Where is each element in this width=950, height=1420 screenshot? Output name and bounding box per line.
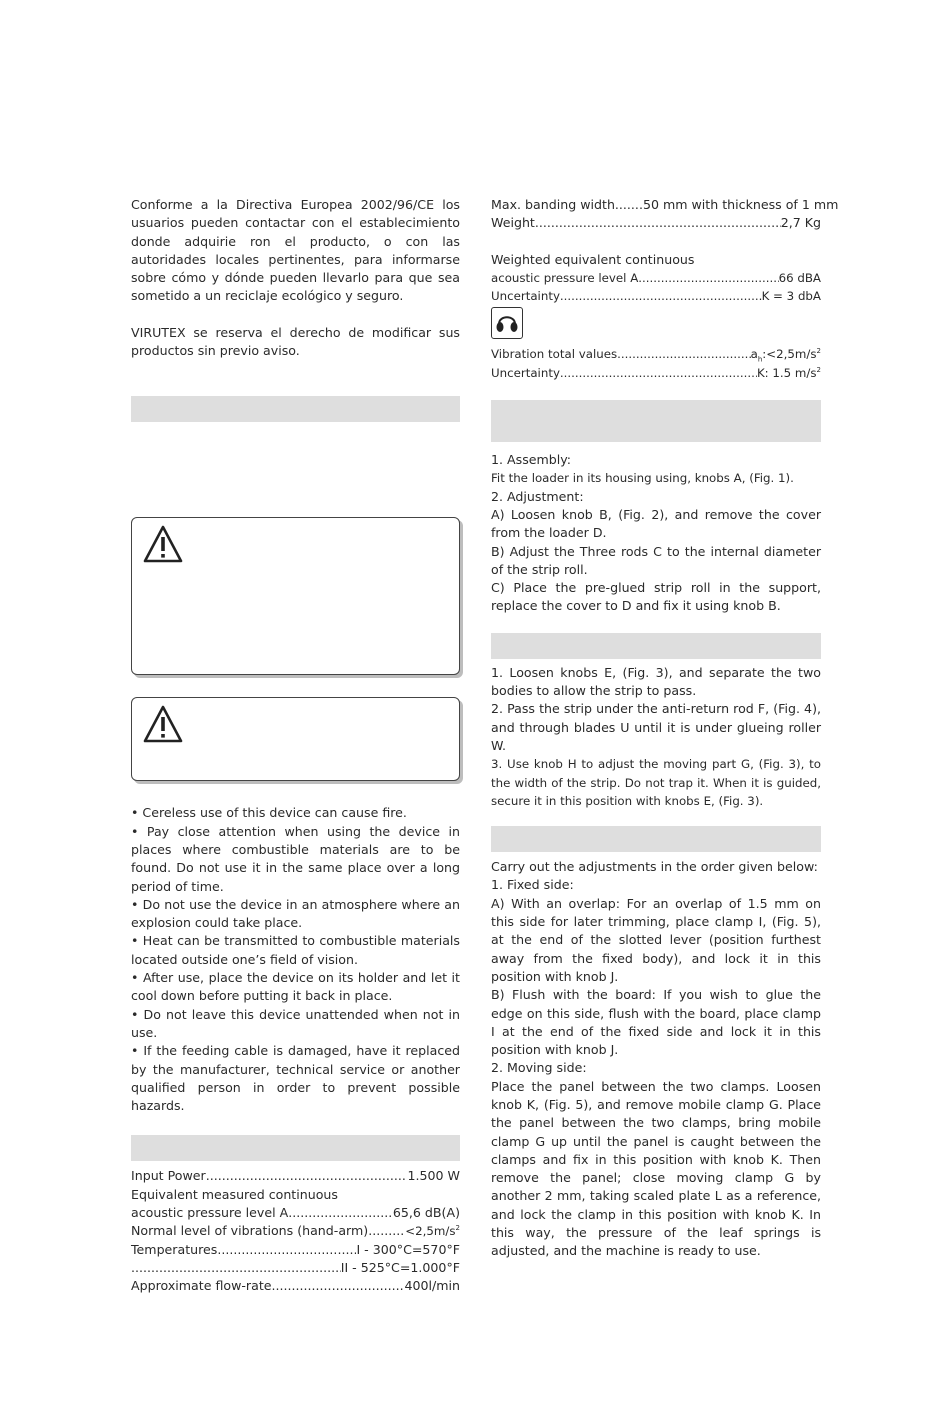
strip-line: 1. Loosen knobs E, (Fig. 3), and separate the two bodies to allow the strip to pass. — [491, 664, 821, 699]
section-bar-specs — [131, 1135, 460, 1161]
spec-temperatures-2: ..... II - 525°C=1.000°F — [131, 1259, 460, 1277]
assembly-line: Fit the loader in its housing using, knobs A, (Fig. 1). — [491, 471, 794, 486]
section-bar-assembly — [491, 400, 821, 442]
warning-triangle-icon — [142, 524, 184, 564]
assembly-line: 2. Adjustment: — [491, 488, 584, 504]
warning-triangle-icon — [142, 704, 184, 744]
safety-item: • Cereless use of this device can cause fire. — [131, 805, 407, 821]
spec-weighted-line1: Weighted equivalent continuous — [491, 251, 695, 267]
left-specs — [131, 1167, 460, 1295]
section-bar-empty — [131, 396, 460, 422]
safety-item: • Pay close attention when using the device in places where combustible materials are to be found. Do not use it in the same place over a long period of time. — [131, 823, 460, 894]
adjustments-section — [491, 858, 821, 1261]
adjust-line: 2. Moving side: — [491, 1060, 587, 1076]
spec-weight: Weight ..... 2,7 Kg — [491, 214, 821, 232]
safety-item: • If the feeding cable is damaged, have it replaced by the manufacturer, technical service or another qualified person in order to prevent possible hazards. — [131, 1043, 460, 1114]
spec-pressure: acoustic pressure level A ..... 65,6 dB(A) — [131, 1204, 460, 1222]
warning-box-2 — [131, 697, 460, 781]
safety-item: • Do not use the device in an atmosphere where an explosion could take place. — [131, 896, 460, 931]
spec-flow-rate: Approximate flow-rate ..... 400l/min — [131, 1277, 460, 1295]
safety-item: • After use, place the device on its holder and let it cool down before putting it back in place. — [131, 970, 460, 1004]
spec-banding-width: Max. banding width.......50 mm with thickness of 1 mm — [491, 197, 839, 212]
right-column — [491, 196, 839, 1261]
safety-item: • Do not leave this device unattended when not in use. — [131, 1006, 460, 1040]
recycling-paragraph: Conforme a la Directiva Europea 2002/96/CE los usuarios pueden contactar con el establecimiento donde adquirie ron el producto, o con las autoridades locales pertinentes, para informarse sobre cómo y dónde pueden llevarlo para que sea sometido a un reciclaje ecológico y seguro. — [131, 197, 460, 304]
strip-section — [491, 664, 821, 810]
spec-input-power: Input Power ..... 1.500 W — [131, 1167, 460, 1185]
assembly-line: A) Loosen knob B, (Fig. 2), and remove the cover from the loader D. — [491, 506, 821, 541]
spec-vibration-uncertainty: Uncertainty ..... K: 1.5 $m/s^2$ — [491, 364, 821, 382]
adjust-line: Place the panel between the two clamps. Loosen knob K, (Fig. 5), and remove mobile clamp G. Place the panel between the two clamps, bring mobile clamp G up until the panel is caught between the clamps and fix in this position with knob K. Then remove the panel; close moving clamp G by another 2 mm, taking scaled plate L as a reference, and lock the clamp in this position with knob K. In this way, the pressure of the leaf springs is adjusted, and the machine is ready to use. — [491, 1078, 821, 1259]
strip-line: 2. Pass the strip under the anti-return rod F, (Fig. 4), and through blades U until it is under glueing roller W. — [491, 701, 821, 753]
assembly-line: 1. Assembly: — [491, 452, 572, 468]
section-bar-strip — [491, 633, 821, 659]
left-column — [131, 196, 460, 1296]
adjust-line: Carry out the adjustments in the order given below: — [491, 859, 818, 875]
spec-uncertainty: Uncertainty ..... K = 3 dbA — [491, 287, 821, 305]
spec-temperatures: Temperatures ..... I - 300°C=570°F — [131, 1241, 460, 1259]
ear-protection-icon — [491, 307, 523, 339]
spec-acoustic: acoustic pressure level A ..... 66 dBA — [491, 269, 821, 287]
strip-line: 3. Use knob H to adjust the moving part G, (Fig. 3), to the width of the strip. Do not trap it. When it is guided, secure it in this position with knobs E, (Fig. 3). — [491, 757, 821, 808]
rights-paragraph: VIRUTEX se reserva el derecho de modificar sus productos sin previo aviso. — [131, 324, 460, 359]
spec-pressure-line1: Equivalent measured continuous — [131, 1186, 338, 1202]
safety-item: • Heat can be transmitted to combustible materials located outside one’s field of vision. — [131, 933, 460, 967]
assembly-section — [491, 451, 821, 616]
assembly-line: C) Place the pre-glued strip roll in the support, replace the cover to D and fix it using knob B. — [491, 580, 821, 614]
assembly-line: B) Adjust the Three rods C to the internal diameter of the strip roll. — [491, 543, 821, 577]
section-bar-adjustments — [491, 826, 821, 852]
warning-box-1 — [131, 517, 460, 675]
safety-list — [131, 804, 460, 1115]
spec-vibration-total: Vibration total values ..... $a_h:<2,5m/s^2$ — [491, 345, 821, 363]
adjust-line: A) With an overlap: For an overlap of 1.5 mm on this side for later trimming, place clamp I, (Fig. 5), at the end of the slotted lever (position furthest away from the fixed body), and lock it in this position with knob J. — [491, 895, 821, 984]
adjust-line: 1. Fixed side: — [491, 877, 574, 893]
spec-vibration: Normal level of vibrations (hand-arm) ..... $<2,5m/s^2$ — [131, 1222, 460, 1240]
adjust-line: B) Flush with the board: If you wish to glue the edge on this side, flush with the board, place clamp I at the end of the fixed side and lock it in this position with knob J. — [491, 987, 821, 1058]
